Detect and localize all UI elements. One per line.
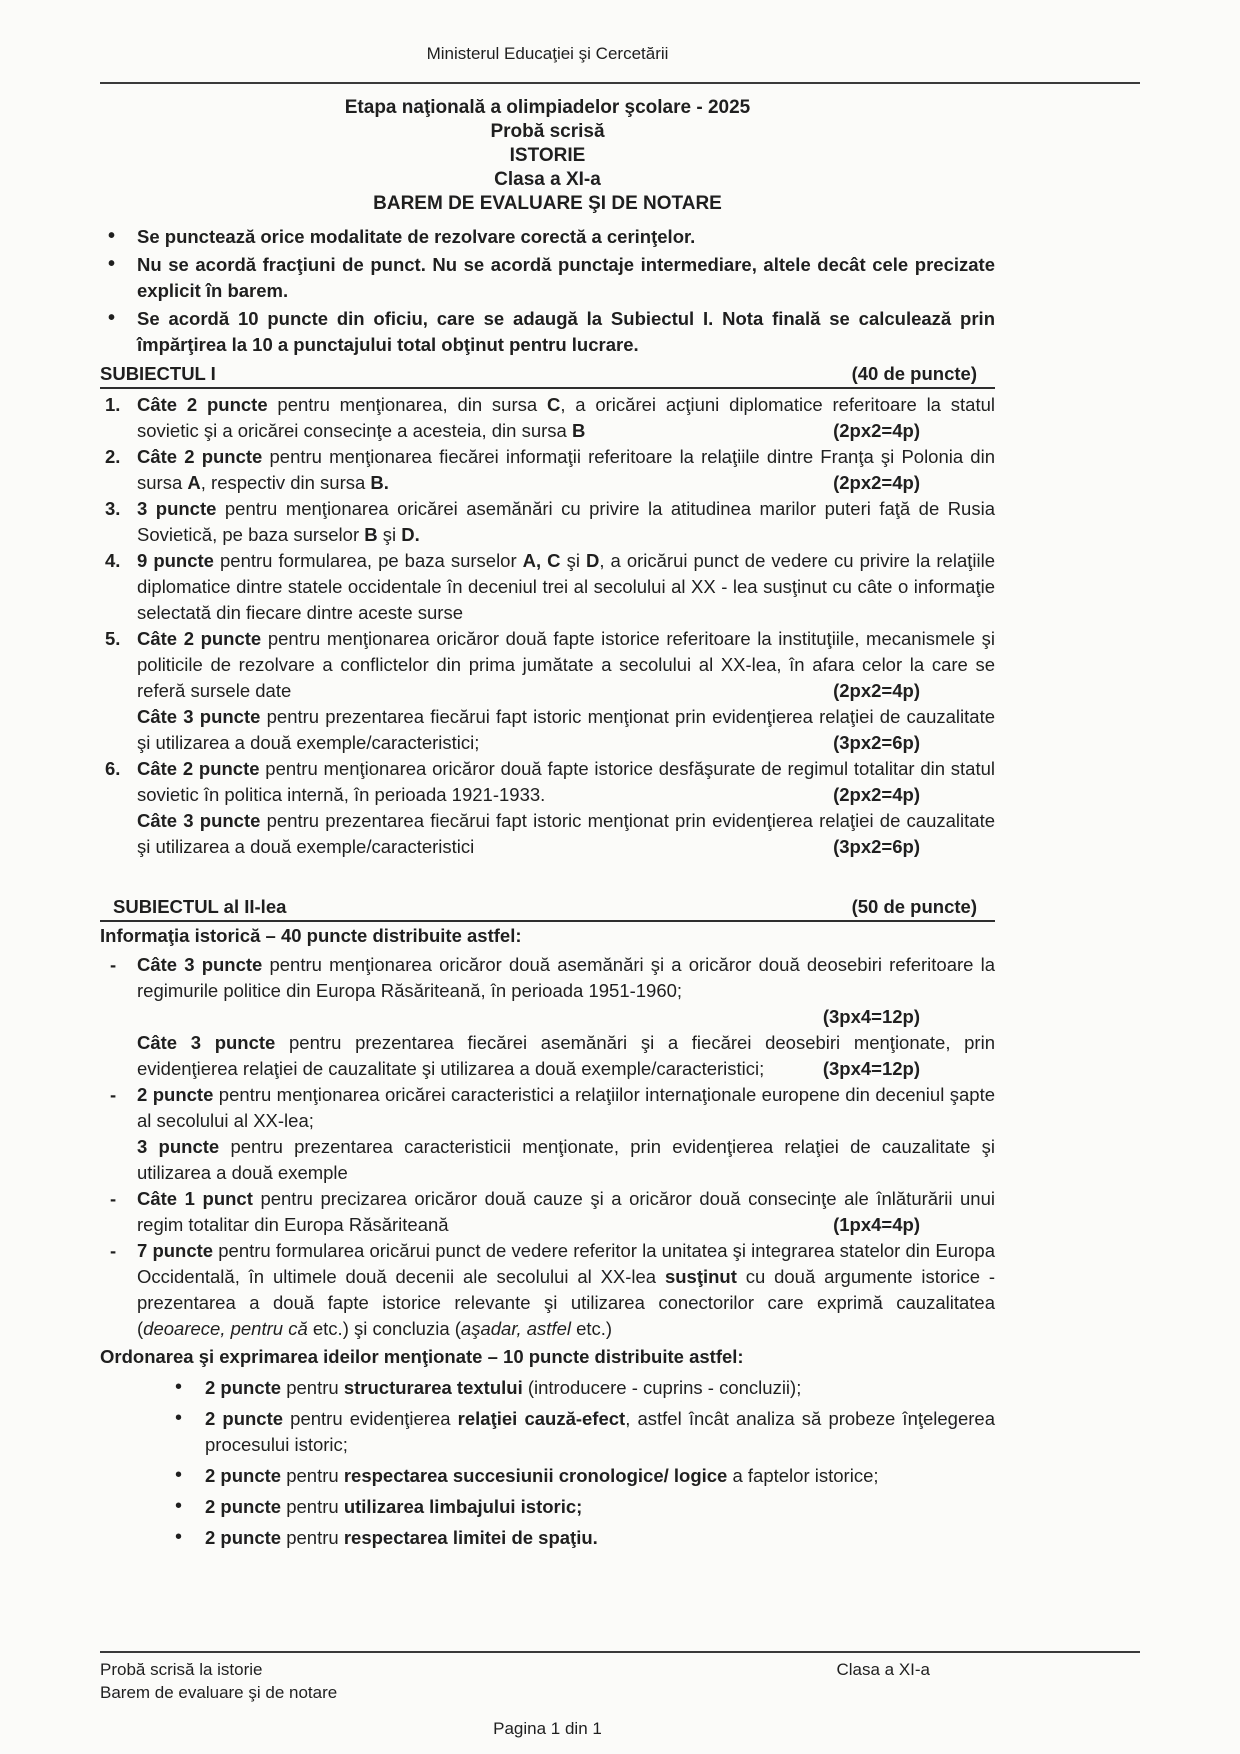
text-segment: pentru precizarea oricăror două cauze şi a oricăror două consecinţe ale înlăturării unui regim totalitar din Europa Răsăriteană [137, 1188, 995, 1235]
order-item-4 [100, 1494, 995, 1520]
text-segment: respectarea limitei de spaţiu. [343, 1527, 598, 1548]
text-segment: Se acordă 10 puncte din oficiu, care se adaugă la Subiectul I. Nota finală se calculează prin împărţirea la 10 a punctajului total obţinut pentru lucrare. [137, 308, 995, 355]
text-segment: B [364, 524, 378, 545]
rubric-item-subtext [137, 704, 995, 756]
text-segment: pentru prezentarea fiecărui fapt istoric menţionat prin evidenţierea relaţiei de cauzalitate şi utilizarea a două exemple/caracteristici [137, 810, 995, 857]
rubric-item-subtext [137, 808, 995, 860]
general-note-1 [100, 224, 995, 250]
text-segment: pentru menţionarea oricărei asemănări cu privire la atitudinea marilor puteri faţă de Rusia Sovietică, pe baza surselor [137, 498, 995, 545]
text-segment: pentru prezentarea fiecărei asemănări şi a fiecărei deosebiri menţionate, prin evidenţierea relaţiei de cauzalitate şi utilizarea a două exemple/caracteristici; [137, 1032, 995, 1079]
text-segment: relaţiei cauză-efect [457, 1408, 626, 1429]
order-item-3 [100, 1463, 995, 1489]
text-segment: a faptelor istorice; [732, 1465, 879, 1486]
text-segment: pentru menţionarea oricăror două asemănări şi a oricăror două deosebiri referitoare la regimurile politice din Europa Răsăriteană, în perioada 1951-1960; [137, 954, 995, 1001]
page-footer [100, 1651, 1140, 1740]
item-segments [137, 954, 995, 1001]
item-score: (2px2=4p) [833, 680, 920, 701]
bullet-icon: • [175, 1495, 183, 1517]
text-segment: şi [560, 550, 586, 571]
info-heading: Informaţia istorică – 40 puncte distribuite astfel: [100, 925, 522, 946]
note-text [137, 308, 995, 355]
item-segments [137, 1240, 995, 1339]
text-segment: Câte 2 puncte [137, 758, 266, 779]
item-segments [137, 1084, 995, 1131]
item-dash: - [110, 1084, 117, 1105]
rubric-item-subtext [137, 1134, 995, 1186]
rubric-dash-item-3 [100, 1186, 995, 1238]
rubric-item-text [105, 496, 995, 548]
rubric-item-text [105, 444, 995, 496]
item-segments [205, 1527, 598, 1548]
order-heading: Ordonarea şi exprimarea ideilor menţionate – 10 puncte distribuite astfel: [100, 1346, 744, 1367]
bullet-icon: • [175, 1464, 183, 1486]
text-segment: pentru formularea oricărui punct de vedere referitor la unitatea şi integrarea statelor din Europa Occidentală, în ultimele două decenii ale secolului al XX-lea [137, 1240, 995, 1287]
bullet-icon: • [108, 253, 116, 275]
text-segment: şi [377, 524, 402, 545]
item-segments [137, 498, 995, 545]
doc-title-line-1: Etapa naţională a olimpiadelor şcolare - 2025 [344, 97, 751, 118]
rubric-item-text [105, 548, 995, 626]
text-segment: 2 puncte [205, 1408, 291, 1429]
item-score: (1px4=4p) [833, 1214, 920, 1235]
rubric-item-text [105, 626, 996, 704]
item-number: 4. [105, 550, 121, 571]
general-notes [100, 224, 995, 358]
rubric-item-1 [100, 392, 995, 444]
text-segment: deoarece, pentru că [143, 1318, 308, 1339]
text-segment: Se punctează orice modalitate de rezolvare corectă a cerinţelor. [137, 226, 696, 247]
text-segment: B [571, 420, 586, 441]
text-segment: 2 puncte [205, 1465, 287, 1486]
doc-title-line-4: Clasa a XI-a [494, 169, 601, 190]
text-segment: etc.) şi concluzia ( [307, 1318, 461, 1339]
rubric-dash-item-1 [100, 952, 995, 1082]
text-segment: 3 puncte [137, 498, 225, 519]
header-rule [100, 82, 1140, 84]
rubric-item-text [105, 756, 995, 808]
bullet-icon: • [175, 1407, 183, 1429]
text-segment: Câte 1 punct [137, 1188, 261, 1209]
text-segment: 2 puncte [137, 1084, 219, 1105]
text-segment: D [585, 550, 600, 571]
order-item-1 [100, 1375, 995, 1401]
text-segment: etc.) [570, 1318, 613, 1339]
text-segment: pentru evidenţierea [290, 1408, 458, 1429]
ministry-header: Ministerul Educaţiei şi Cercetării [426, 44, 669, 63]
item-score: (3px4=12p) [822, 1058, 920, 1079]
text-segment: respectarea succesiunii cronologice/ logice [343, 1465, 733, 1486]
text-segment: cu două argumente istorice - prezentarea a două fapte istorice relevante şi utilizarea conectorilor care exprimă cauzalitatea ( [137, 1266, 995, 1339]
rubric-item-text [110, 1238, 995, 1342]
footer-right: Clasa a XI-a [836, 1660, 930, 1679]
rubric-item-5 [100, 626, 995, 756]
item-score: (2px2=4p) [833, 420, 920, 441]
text-segment: Câte 2 puncte [137, 446, 270, 467]
text-segment: (introducere - cuprins - concluzii); [527, 1377, 802, 1398]
text-segment: , a oricărui punct de vedere cu privire la relaţiile diplomatice dintre statele occidentale în deceniul trei al secolului al XX - lea susţinut cu câte o informaţie selectată din fiecare dintre aceste surse [137, 550, 995, 623]
note-text [137, 226, 695, 247]
text-segment: , respectiv din sursa [200, 472, 371, 493]
general-note-2 [100, 252, 995, 304]
text-segment: pentru menţionarea oricăror două fapte istorice referitoare la instituţiile, mecanismele şi politicile de rezolvare a conflictelor din prima jumătate a secolului al XX-lea, în afara celor la care se referă sursele date [137, 628, 996, 701]
footer-page-number: Pagina 1 din 1 [493, 1719, 602, 1738]
note-text [137, 254, 995, 301]
item-score: (3px4=12p) [822, 1006, 920, 1027]
text-segment: , astfel încât analiza să probeze înţelegerea procesului istoric; [205, 1408, 995, 1455]
item-number: 5. [105, 628, 121, 649]
item-segments [137, 550, 995, 623]
item-number: 2. [105, 446, 121, 467]
title-block [100, 96, 995, 216]
text-segment: Câte 3 puncte [137, 810, 267, 831]
text-segment: susţinut [664, 1266, 737, 1287]
text-segment: A, C [522, 550, 561, 571]
footer-left-line-1: Probă scrisă la istorie [100, 1660, 263, 1679]
text-segment: Câte 3 puncte [137, 954, 270, 975]
item-number: 3. [105, 498, 121, 519]
order-item-2 [100, 1406, 995, 1458]
text-segment: 3 puncte [137, 1136, 231, 1157]
rubric-item-text [105, 392, 995, 444]
item-score: (2px2=4p) [833, 784, 920, 805]
item-dash: - [110, 1240, 117, 1261]
subject1-points: (40 de puncte) [851, 363, 977, 384]
score-line [137, 1004, 995, 1030]
text-segment: pentru menţionarea fiecărei informaţii referitoare la relaţiile dintre Franţa şi Polonia din sursa [137, 446, 995, 493]
text-segment: Câte 2 puncte [137, 394, 278, 415]
subject2-header [100, 894, 995, 922]
item-segments [205, 1377, 801, 1398]
item-score: (3px2=6p) [833, 836, 920, 857]
text-segment: 2 puncte [205, 1377, 287, 1398]
text-segment: pentru menţionarea oricăror două fapte istorice desfăşurate de regimul totalitar din statul sovietic în politica internă, în perioada 1921-1933. [137, 758, 995, 805]
bullet-icon: • [175, 1526, 183, 1548]
subject1-items [100, 392, 995, 860]
text-segment: pentru menţionarea oricărei caracteristici a relaţiilor internaţionale europene din deceniul şapte al secolului al XX-lea; [137, 1084, 995, 1131]
text-segment: A [187, 472, 201, 493]
text-segment: Nu se acordă fracţiuni de punct. Nu se acordă punctaje intermediare, altele decât cele precizate explicit în barem. [137, 254, 995, 301]
item-segments [137, 1136, 995, 1183]
text-segment: , a oricărei acţiuni diplomatice referitoare la statul sovietic şi a oricărei consecinţe a acesteia, din sursa [137, 394, 995, 441]
item-segments [205, 1408, 995, 1455]
item-segments [205, 1465, 879, 1486]
rubric-item-subtext [137, 1030, 995, 1082]
subject2-title: SUBIECTUL al II-lea [113, 896, 287, 917]
footer-left [100, 1658, 337, 1704]
text-segment: pentru [286, 1465, 344, 1486]
text-segment: 2 puncte [205, 1496, 287, 1517]
text-segment: pentru menţionarea, din sursa [277, 394, 547, 415]
text-segment: Câte 3 puncte [137, 1032, 289, 1053]
text-column [100, 96, 995, 1551]
rubric-item-text [110, 952, 995, 1004]
text-segment: 7 puncte [137, 1240, 219, 1261]
doc-title-line-3: ISTORIE [509, 145, 586, 166]
text-segment: pentru [286, 1527, 344, 1548]
rubric-dash-item-2 [100, 1082, 995, 1186]
item-number: 6. [105, 758, 121, 779]
item-dash: - [110, 954, 117, 975]
order-items [100, 1375, 995, 1551]
text-segment: 9 puncte [137, 550, 220, 571]
footer-rule [100, 1651, 1140, 1653]
footer-left-line-2: Barem de evaluare şi de notare [100, 1683, 338, 1702]
subject2-points: (50 de puncte) [851, 896, 977, 917]
item-dash: - [110, 1188, 117, 1209]
doc-title-line-2: Probă scrisă [490, 121, 605, 142]
item-segments [205, 1496, 582, 1517]
rubric-item-3 [100, 496, 995, 548]
item-number: 1. [105, 394, 121, 415]
subject1-header [100, 361, 995, 389]
text-segment: pentru [286, 1377, 344, 1398]
text-segment: 2 puncte [205, 1527, 287, 1548]
subject1-title: SUBIECTUL I [100, 363, 216, 384]
bullet-icon: • [175, 1376, 183, 1398]
text-segment: pentru formularea, pe baza surselor [220, 550, 523, 571]
text-segment: pentru prezentarea caracteristicii menţionate, prin evidenţierea relaţiei de cauzalitate şi utilizarea a două exemple [137, 1136, 995, 1183]
text-segment: pentru prezentarea fiecărui fapt istoric menţionat prin evidenţierea relaţiei de cauzalitate şi utilizarea a două exemple/caracteristici; [137, 706, 995, 753]
text-segment: B. [370, 472, 389, 493]
text-segment: utilizarea limbajului istoric; [343, 1496, 583, 1517]
rubric-item-2 [100, 444, 995, 496]
rubric-item-4 [100, 548, 995, 626]
subject2-items [100, 952, 995, 1342]
doc-title-line-5: BAREM DE EVALUARE ŞI DE NOTARE [373, 193, 722, 214]
rubric-item-6 [100, 756, 995, 860]
text-segment: structurarea textului [343, 1377, 528, 1398]
text-segment: aşadar, astfel [460, 1318, 571, 1339]
general-note-3 [100, 306, 995, 358]
item-score: (2px2=4p) [833, 472, 920, 493]
order-item-5 [100, 1525, 995, 1551]
rubric-item-text [110, 1186, 995, 1238]
text-segment: Câte 3 puncte [137, 706, 267, 727]
rubric-dash-item-4 [100, 1238, 995, 1342]
item-score: (3px2=6p) [833, 732, 920, 753]
text-segment: pentru [286, 1496, 344, 1517]
text-segment: C [546, 394, 561, 415]
bullet-icon: • [108, 307, 116, 329]
rubric-item-text [110, 1082, 995, 1134]
text-segment: Câte 2 puncte [137, 628, 268, 649]
bullet-icon: • [108, 225, 116, 247]
footer-row [100, 1658, 995, 1704]
text-segment: D. [401, 524, 420, 545]
